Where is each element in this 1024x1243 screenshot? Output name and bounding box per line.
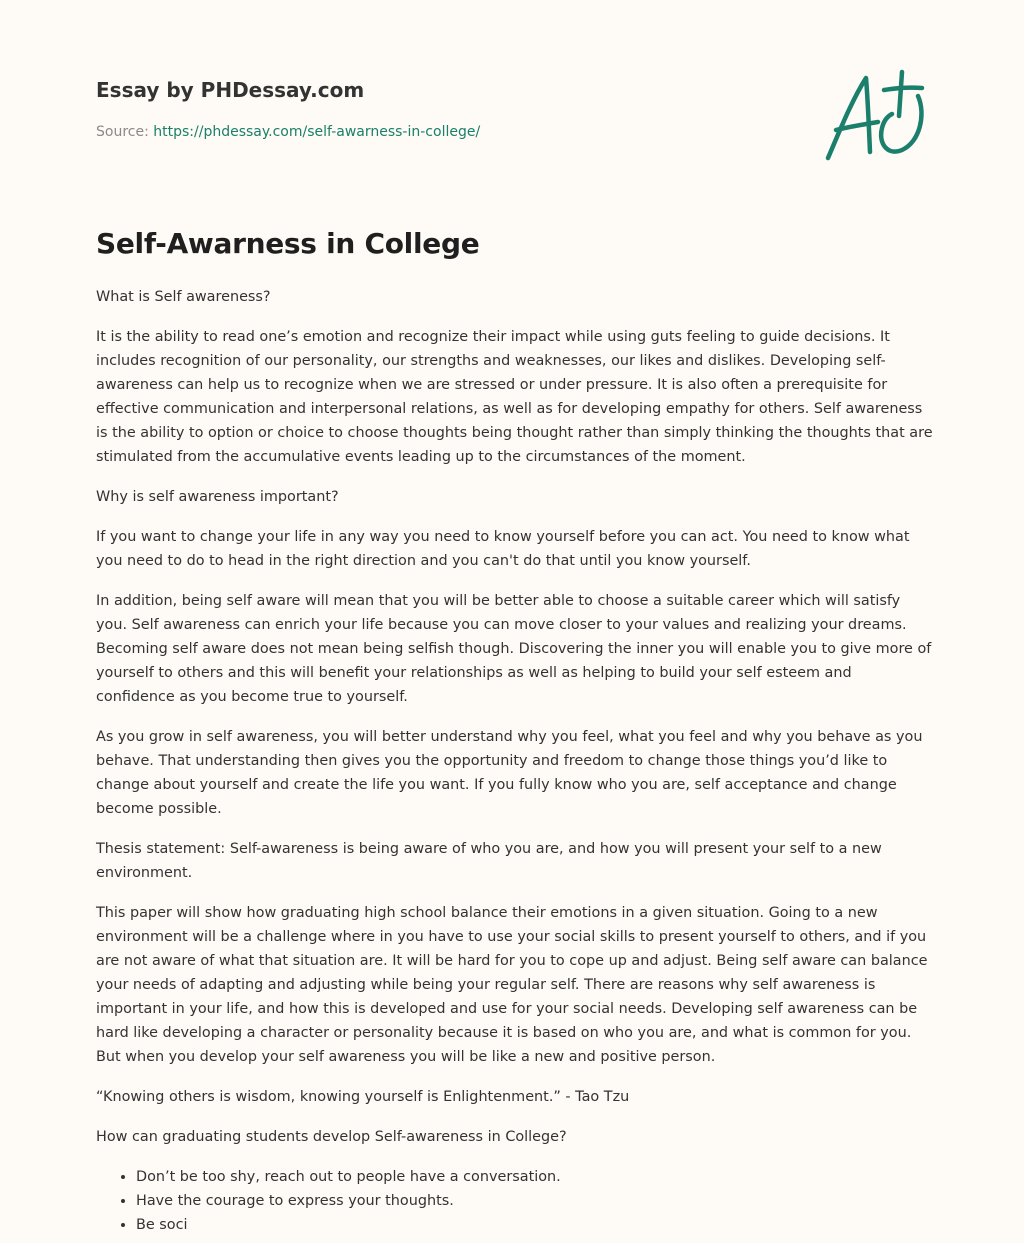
bullet-list [96,1165,934,1237]
paragraph: Why is self awareness important? [96,489,339,505]
list-item: • Don’t be too shy, reach out to people have a conversation. [136,1165,934,1189]
paragraph: As you grow in self awareness, you will better understand why you feel, what you feel and why you behave as you behave. That understanding then gives you the opportunity and freedom to change those things you’d like to change about yourself and create the life you want. If you fully know who you are, self acceptance and change become possible. [96,729,923,817]
paragraph: This paper will show how graduating high school balance their emotions in a given situation. Going to a new environment will be a challenge where in you have to use your social skills to present yourself to others, and if you are not aware of what that situation are. It will be hard for you to cope up and adjust. Being self aware can balance your needs of adapting and adjusting while being your regular self. There are reasons why self awareness is important in your life, and how this is developed and use for your social needs. Developing self awareness can be hard like developing a character or personality because it is based on who you are, and what is common for you. But when you develop your self awareness you will be like a new and positive person. [96,905,928,1065]
source-line [96,124,480,140]
grade-logo [822,66,932,166]
list-item: • Be soci [136,1213,934,1237]
paragraph: If you want to change your life in any way you need to know yourself before you can act. You need to know what you need to do to head in the right direction and you can't do that until you know yourself. [96,529,910,569]
quote: “Knowing others is wisdom, knowing yourself is Enlightenment.” - Tao Tzu [96,1089,630,1105]
header [96,76,796,140]
paragraph: What is Self awareness? [96,289,271,305]
source-link[interactable]: https://phdessay.com/self-awarness-in-college/ [153,124,481,140]
site-brand: Essay by PHDessay.com [96,78,365,102]
paragraph: In addition, being self aware will mean that you will be better able to choose a suitable career which will satisfy you. Self awareness can enrich your life because you can move closer to your values and realizing your dreams. Becoming self aware does not mean being selfish though. Discovering the inner you will enable you to give more of yourself to others and this will benefit your relationships as well as helping to build your self esteem and confidence as you become true to yourself. [96,593,932,705]
essay-body [96,285,934,1237]
paragraph: How can graduating students develop Self-awareness in College? [96,1129,567,1145]
list-item: • Have the courage to express your thoughts. [136,1189,934,1213]
paragraph: Thesis statement: Self-awareness is being aware of who you are, and how you will present your self to a new environment. [96,841,882,881]
essay-title: Self-Awarness in College [96,227,480,260]
source-label: Source: [96,124,154,140]
paragraph: It is the ability to read one’s emotion and recognize their impact while using guts feeling to guide decisions. It includes recognition of our personality, our strengths and weaknesses, our likes and dislikes. Developing self-awareness can help us to recognize when we are stressed or under pressure. It is also often a prerequisite for effective communication and interpersonal relations, as well as for developing empathy for others. Self awareness is the ability to option or choice to choose thoughts being thought rather than simply thinking the thoughts that are stimulated from the accumulative events leading up to the circumstances of the moment. [96,329,933,465]
